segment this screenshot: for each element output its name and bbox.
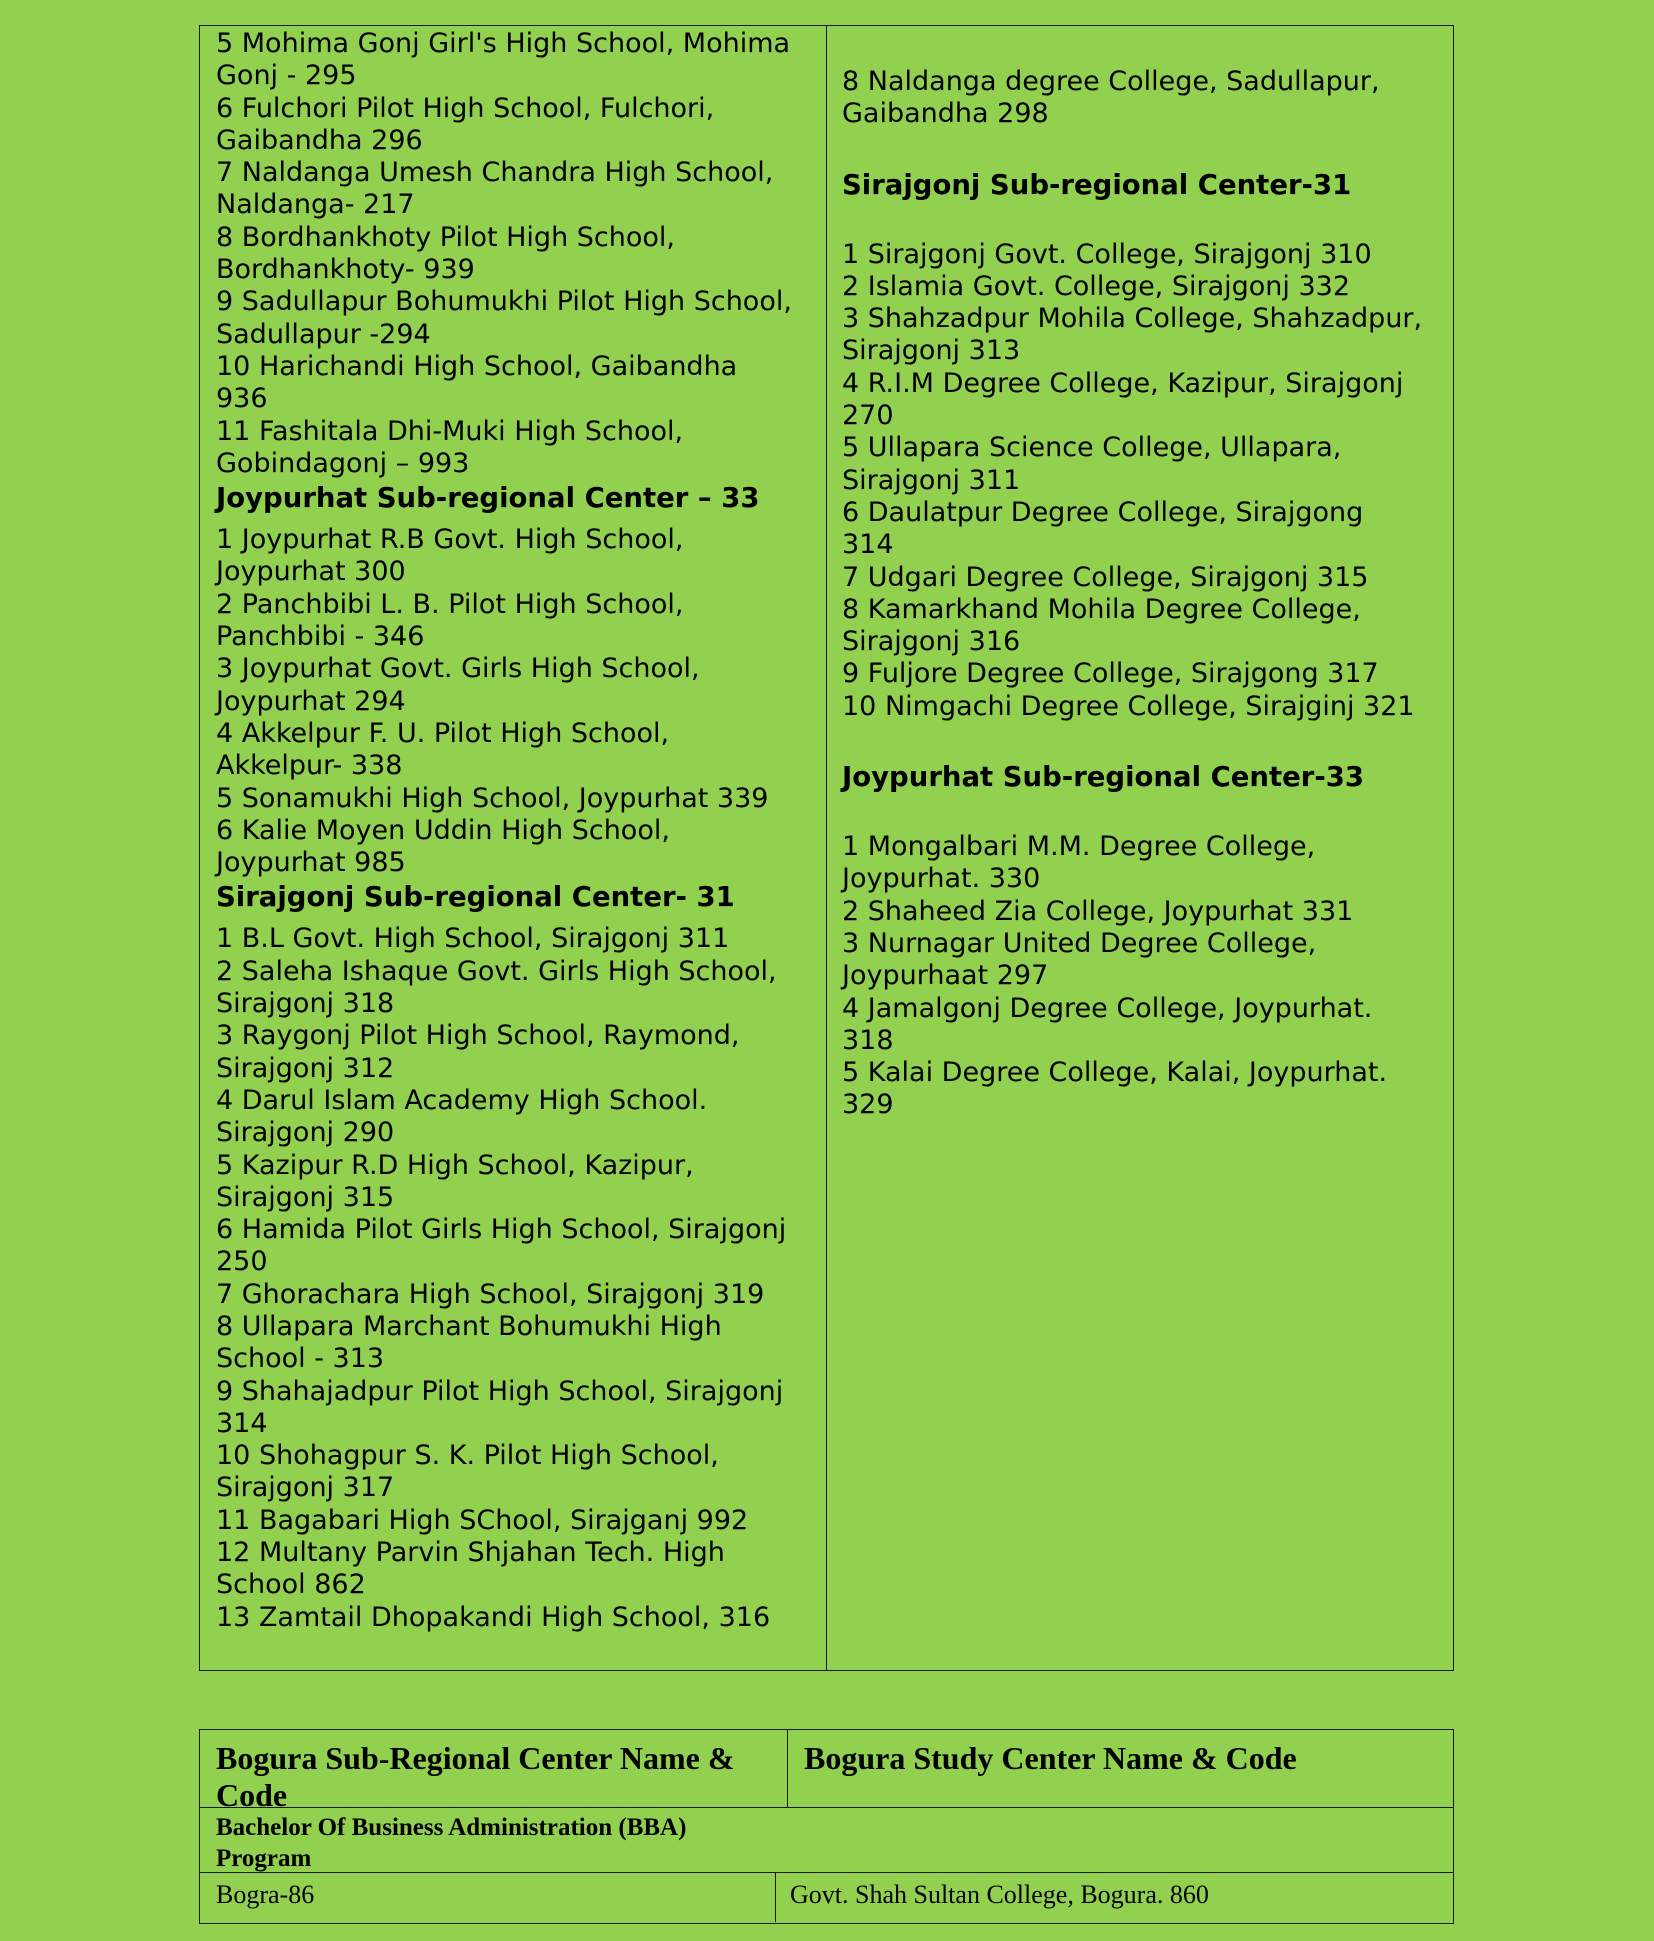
college-list-item: 2 Islamia Govt. College, Sirajgonj 332 xyxy=(842,270,1351,302)
school-list-item: 6 Fulchori Pilot High School, Fulchori, Gaibandha 296 xyxy=(216,92,715,156)
bogura-data-row xyxy=(200,1873,1453,1922)
study-center-table xyxy=(199,25,1454,1671)
bogura-header-row xyxy=(200,1730,1453,1813)
school-list-item: 3 Raygonj Pilot High School, Raymond, Sirajgonj 312 xyxy=(216,1020,740,1084)
school-list-item: 12 Multany Parvin Shjahan Tech. High School 862 xyxy=(216,1537,725,1601)
school-list-item: 1 Joypurhat R.B Govt. High School, Joypurhat 300 xyxy=(216,524,684,588)
sub-regional-center-code: Bogra-86 xyxy=(200,1873,776,1922)
college-section-heading: Joypurhat Sub-regional Center-33 xyxy=(842,761,1365,794)
school-list-item: 7 Ghorachara High School, Sirajgonj 319 xyxy=(216,1278,765,1310)
college-list-item: 2 Shaheed Zia College, Joypurhat 331 xyxy=(842,895,1354,927)
study-center-header: Bogura Study Center Name & Code xyxy=(804,1740,1297,1776)
school-section-heading: Joypurhat Sub-regional Center – 33 xyxy=(216,482,760,515)
college-list-item: 6 Daulatpur Degree College, Sirajgong 314 xyxy=(842,496,1364,561)
school-list-item: 4 Akkelpur F. U. Pilot High School, Akkelpur- 338 xyxy=(216,717,670,782)
college-list-item: 1 Sirajgonj Govt. College, Sirajgonj 310 xyxy=(842,238,1372,270)
school-list-item: 6 Kalie Moyen Uddin High School, Joypurhat 985 xyxy=(216,814,670,879)
college-list-item: 4 R.I.M Degree College, Kazipur, Sirajgonj 270 xyxy=(842,367,1404,432)
school-list-item: 11 Fashitala Dhi-Muki High School, Gobindagonj – 993 xyxy=(216,415,684,479)
school-list-item: 5 Sonamukhi High School, Joypurhat 339 xyxy=(216,782,769,814)
study-center-name: Govt. Shah Sultan College, Bogura. 860 xyxy=(790,1880,1209,1909)
school-list-item: 10 Shohagpur S. K. Pilot High School, Sirajgonj 317 xyxy=(216,1440,719,1504)
school-center-column xyxy=(200,26,827,1670)
school-list-item: 13 Zamtail Dhopakandi High School, 316 xyxy=(216,1601,771,1633)
college-list-item: 3 Shahzadpur Mohila College, Shahzadpur, Sirajgonj 313 xyxy=(842,303,1423,367)
college-list-item: 5 Kalai Degree College, Kalai, Joypurhat. 329 xyxy=(842,1057,1388,1121)
school-list-item: 2 Saleha Ishaque Govt. Girls High School, Sirajgonj 318 xyxy=(216,955,777,1020)
college-list-item: 3 Nurnagar United Degree College, Joypurhaat 297 xyxy=(842,927,1317,992)
school-list-item: 1 B.L Govt. High School, Sirajgonj 311 xyxy=(216,923,730,955)
school-list-item: 8 Ullapara Marchant Bohumukhi High School - 313 xyxy=(216,1310,722,1375)
college-list-item: 1 Mongalbari M.M. Degree College, Joypurhat. 330 xyxy=(842,831,1316,895)
school-list-item: 9 Shahajadpur Pilot High School, Sirajgonj 314 xyxy=(216,1375,784,1439)
college-list-item: 10 Nimgachi Degree College, Sirajginj 321 xyxy=(842,690,1415,722)
school-list-item: 5 Kazipur R.D High School, Kazipur, Sirajgonj 315 xyxy=(216,1149,694,1213)
college-list-item: 7 Udgari Degree College, Sirajgonj 315 xyxy=(842,561,1369,593)
college-list-item: 9 Fuljore Degree College, Sirajgong 317 xyxy=(842,658,1379,690)
college-section-heading: Sirajgonj Sub-regional Center-31 xyxy=(842,168,1352,201)
college-list-item: 8 Naldanga degree College, Sadullapur, Gaibandha 298 xyxy=(842,66,1380,130)
school-list-item: 9 Sadullapur Bohumukhi Pilot High School, Sadullapur -294 xyxy=(216,286,792,350)
school-list-item: 6 Hamida Pilot Girls High School, Sirajgonj 250 xyxy=(216,1214,787,1278)
program-title: Bachelor Of Business Administration (BBA) Program xyxy=(216,1814,687,1872)
college-center-column xyxy=(827,26,1453,1670)
bogura-center-table xyxy=(199,1729,1454,1924)
college-list-item: 4 Jamalgonj Degree College, Joypurhat. 318 xyxy=(842,992,1373,1056)
sub-regional-center-header: Bogura Sub-Regional Center Name & Code xyxy=(200,1730,788,1807)
school-list-item: 10 Harichandi High School, Gaibandha 936 xyxy=(216,350,738,415)
college-list-item: 5 Ullapara Science College, Ullapara, Sirajgonj 311 xyxy=(842,432,1342,496)
school-list-item: 2 Panchbibi L. B. Pilot High School, Panchbibi - 346 xyxy=(216,588,684,653)
school-list-item: 8 Bordhankhoty Pilot High School, Bordhankhoty- 939 xyxy=(216,221,675,286)
school-list-item: 5 Mohima Gonj Girl's High School, Mohima Gonj - 295 xyxy=(216,28,791,92)
school-list-item: 4 Darul Islam Academy High School. Sirajgonj 290 xyxy=(216,1084,708,1149)
school-list-item: 7 Naldanga Umesh Chandra High School, Naldanga- 217 xyxy=(216,157,774,221)
program-row xyxy=(200,1808,1453,1873)
school-section-heading: Sirajgonj Sub-regional Center- 31 xyxy=(216,881,735,914)
college-list-item: 8 Kamarkhand Mohila Degree College, Sirajgonj 316 xyxy=(842,593,1361,658)
school-list-item: 3 Joypurhat Govt. Girls High School, Joypurhat 294 xyxy=(216,653,700,717)
school-list-item: 11 Bagabari High SChool, Sirajganj 992 xyxy=(216,1504,749,1536)
